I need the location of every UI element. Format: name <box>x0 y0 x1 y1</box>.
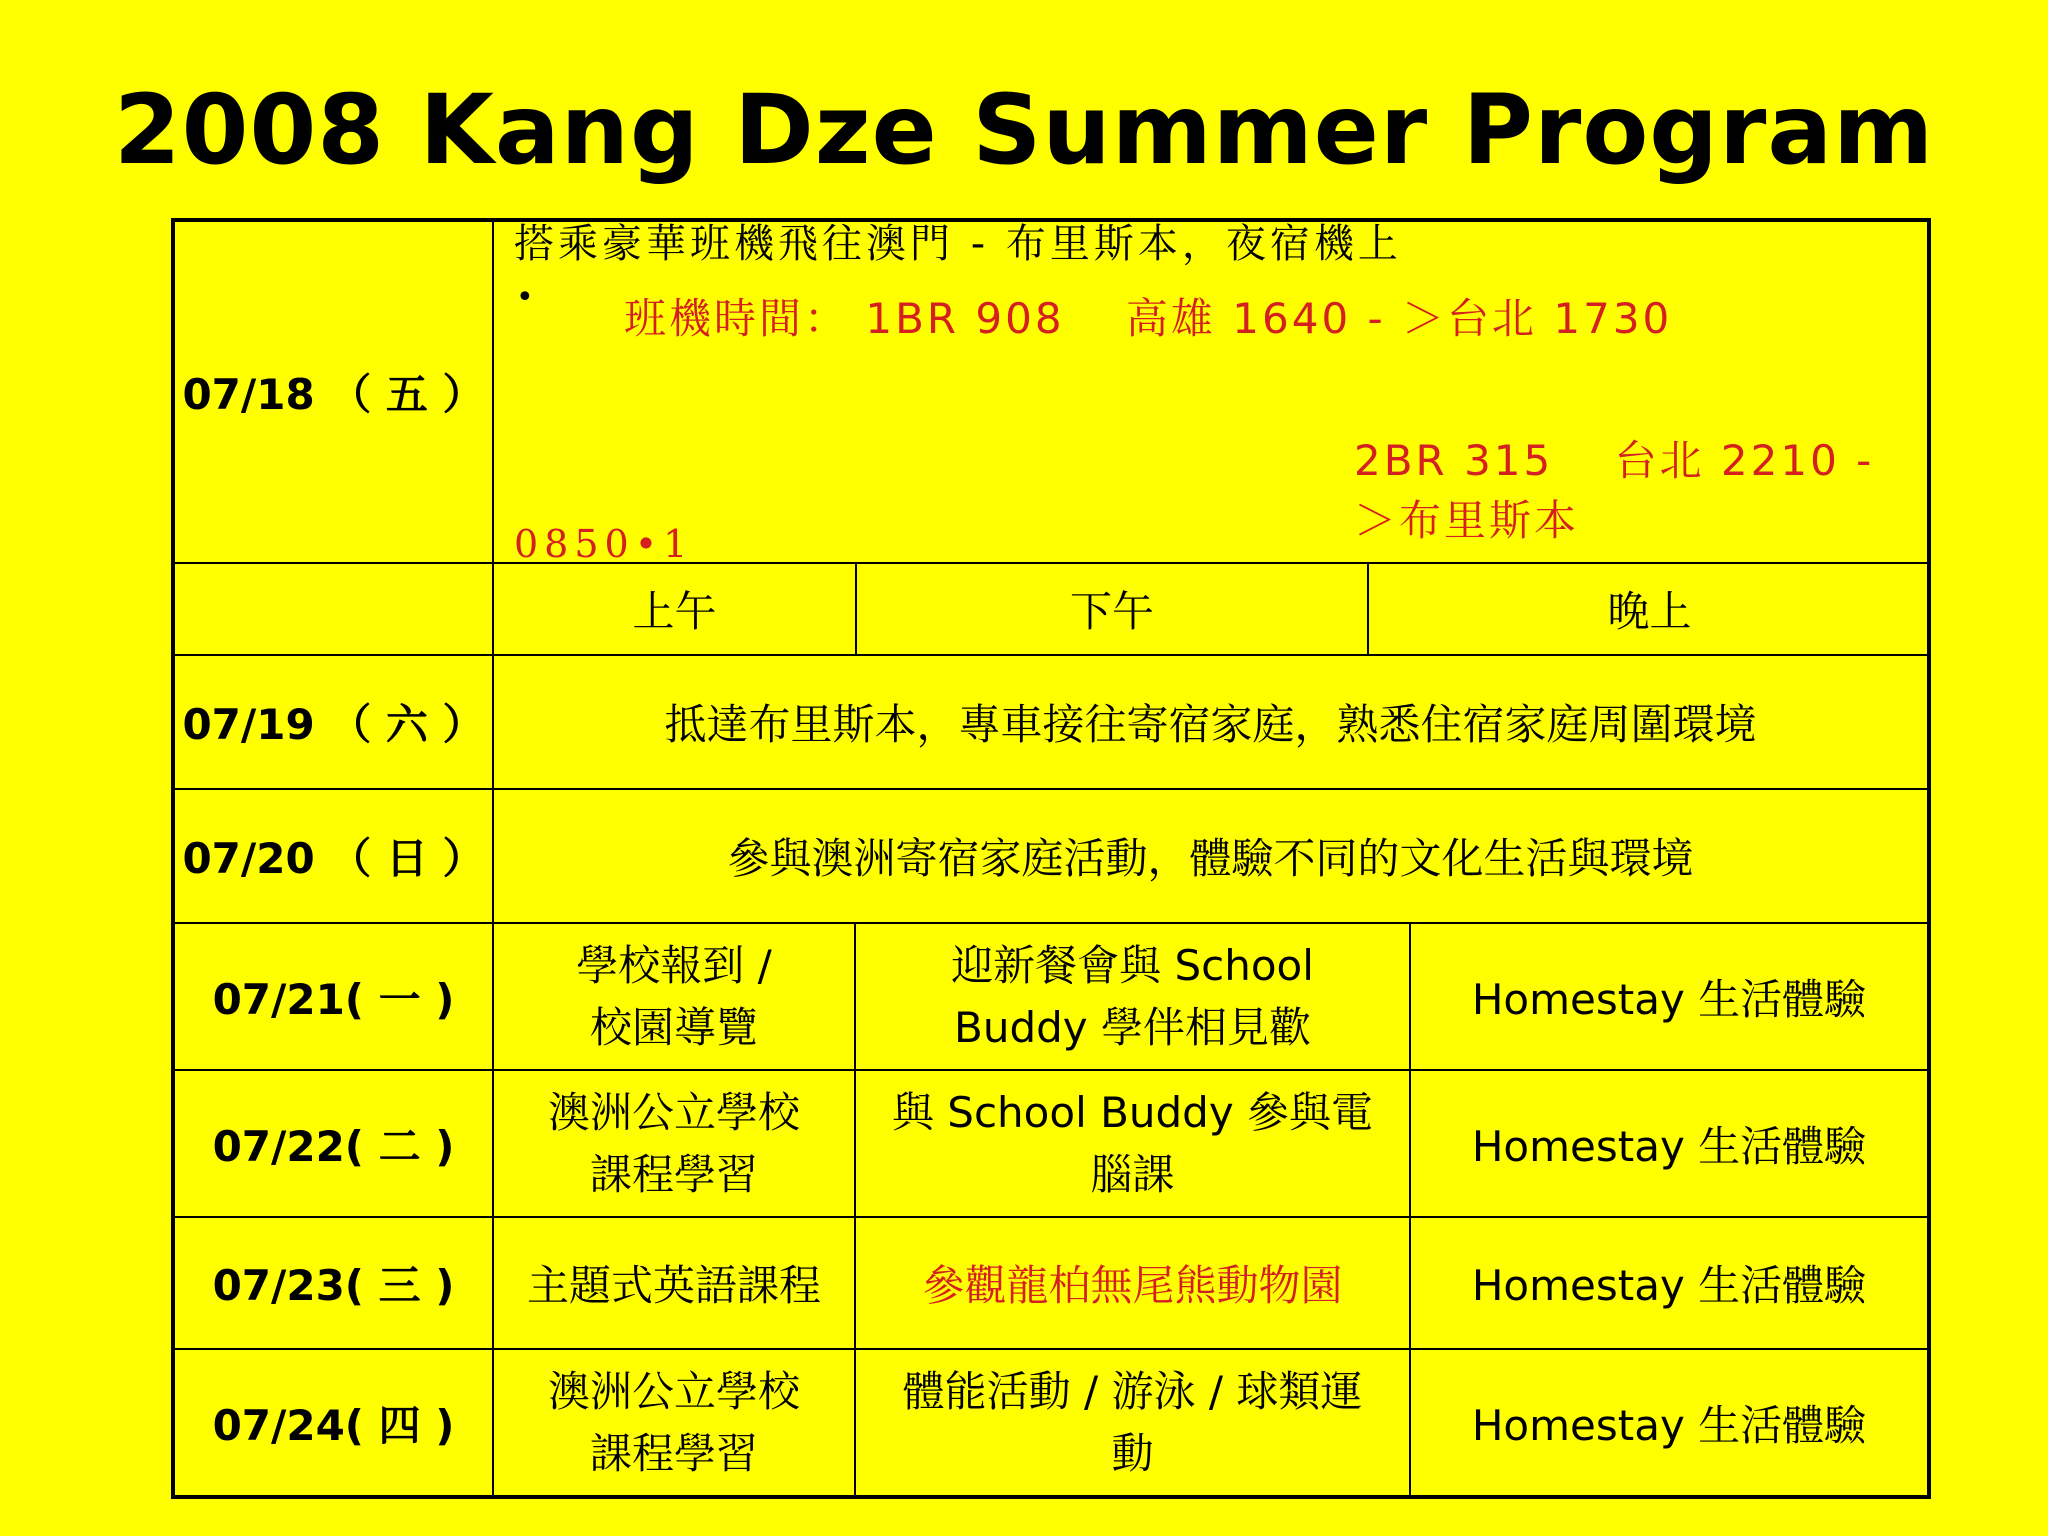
morning-cell <box>493 1070 855 1217</box>
date-cell: 07/18 （ 五 ） <box>173 220 493 563</box>
cell-line: 課程學習 <box>589 1428 758 1478</box>
schedule-table <box>171 218 1931 1499</box>
date-cell: 07/19 （ 六 ） <box>173 655 493 789</box>
table-row <box>173 1070 1929 1217</box>
bullet: • <box>516 280 534 315</box>
full-day-cell: 參與澳洲寄宿家庭活動，體驗不同的文化生活與環境 <box>493 789 1929 923</box>
header-afternoon: 下午 <box>856 564 1368 654</box>
cell-line: Buddy 學伴相見歡 <box>954 1002 1311 1052</box>
time-header-table <box>494 564 1930 654</box>
date-cell: 07/23( 三 ) <box>173 1217 493 1349</box>
cell-line: 澳洲公立學校 <box>547 1087 800 1137</box>
table-row <box>173 1349 1929 1497</box>
cell-line: 課程學習 <box>589 1149 758 1199</box>
cell-line: 迎新餐會與 School <box>951 940 1314 990</box>
cell-line: 校園導覽 <box>589 1002 758 1052</box>
afternoon-cell: 參觀龍柏無尾熊動物園 <box>855 1217 1410 1349</box>
flight-description: 搭乘豪華班機飛往澳門 - 布里斯本，夜宿機上 <box>514 221 1402 267</box>
morning-cell <box>493 923 855 1070</box>
table-row <box>173 655 1929 789</box>
time-header-group <box>493 563 1929 655</box>
table-header-row <box>173 563 1929 655</box>
table-row <box>173 1217 1929 1349</box>
flight-time-2: 2BR 315 台北 2210 - ＞布里斯本 <box>1354 436 1875 545</box>
date-cell: 07/20 （ 日 ） <box>173 789 493 923</box>
date-cell: 07/22( 二 ) <box>173 1070 493 1217</box>
morning-cell <box>493 1349 855 1497</box>
date-cell: 07/24( 四 ) <box>173 1349 493 1497</box>
cell-line: 澳洲公立學校 <box>547 1366 800 1416</box>
date-cell: 07/21( 一 ) <box>173 923 493 1070</box>
evening-cell: Homestay 生活體驗 <box>1410 923 1929 1070</box>
full-day-cell: 抵達布里斯本，專車接往寄宿家庭，熟悉住宿家庭周圍環境 <box>493 655 1929 789</box>
flight-arrival: 0850•1 <box>514 522 694 563</box>
afternoon-cell <box>855 1070 1410 1217</box>
cell-line: 與 School Buddy 參與電 <box>891 1087 1374 1137</box>
cell-line: 學校報到 / <box>576 940 772 990</box>
cell-line: 體能活動 / 游泳 / 球類運 <box>902 1366 1363 1416</box>
header-evening: 晚上 <box>1368 564 1930 654</box>
afternoon-cell <box>855 1349 1410 1497</box>
page-title: 2008 Kang Dze Summer Program <box>113 74 1935 186</box>
flight-time-1: 班機時間： 1BR 908 高雄 1640 - ＞台北 1730 <box>624 294 1673 343</box>
cell-line: 動 <box>1111 1428 1154 1478</box>
afternoon-cell <box>855 923 1410 1070</box>
header-morning: 上午 <box>632 587 717 636</box>
evening-cell: Homestay 生活體驗 <box>1410 1217 1929 1349</box>
cell-line: 腦課 <box>1090 1149 1175 1199</box>
flight-info-cell <box>493 220 1929 563</box>
table-row <box>173 789 1929 923</box>
table-row <box>173 220 1929 563</box>
evening-cell: Homestay 生活體驗 <box>1410 1349 1929 1497</box>
morning-cell: 主題式英語課程 <box>493 1217 855 1349</box>
table-row <box>173 923 1929 1070</box>
empty-header-cell <box>173 563 493 655</box>
evening-cell: Homestay 生活體驗 <box>1410 1070 1929 1217</box>
